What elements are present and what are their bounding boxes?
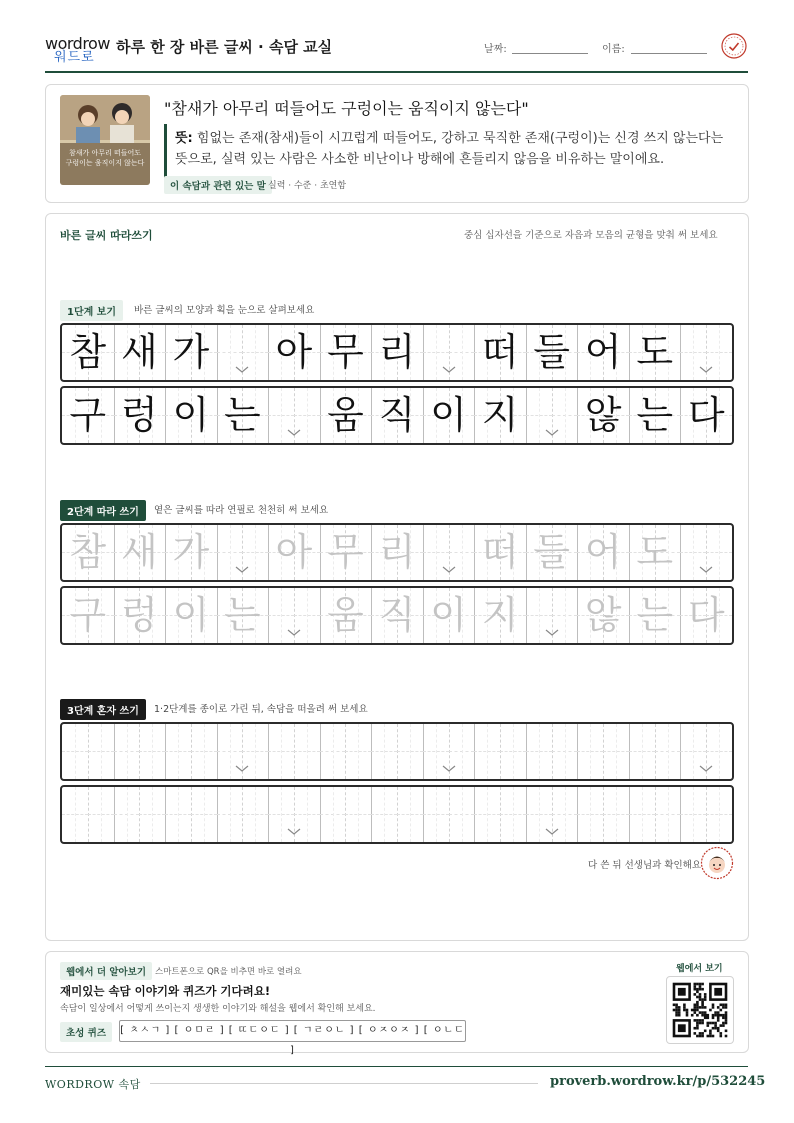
step2-row-2[interactable] — [60, 586, 734, 645]
grid-guide — [474, 787, 501, 842]
grid-cell[interactable] — [268, 525, 321, 580]
practice-char: 리 — [378, 530, 416, 574]
grid-cell — [577, 325, 630, 380]
proverb-meaning — [175, 128, 735, 170]
grid-cell[interactable] — [423, 525, 476, 580]
step3-badge: 3단계 혼자 쓰기 — [60, 699, 146, 720]
step3-row-2[interactable] — [60, 785, 734, 844]
practice-char: 직 — [378, 593, 416, 637]
grid-cell[interactable] — [526, 787, 579, 842]
grid-cell[interactable] — [474, 724, 527, 779]
book-title-line1: 참새가 아무리 떠들어도 — [68, 149, 142, 157]
grid-cell[interactable] — [474, 588, 527, 643]
wordrow-logo[interactable] — [45, 32, 110, 65]
chosung-quiz: [ ㅊㅅㄱ ] [ ㅇㅁㄹ ] [ ㄸㄷㅇㄷ ] [ ㄱㄹㅇㄴ ] [ ㅇㅈㅇㅈ ] [ ㅇㄴㄷ ] — [119, 1020, 466, 1042]
quiz-label: 초성 퀴즈 — [60, 1022, 112, 1042]
grid-cell[interactable] — [114, 787, 167, 842]
step1-badge: 1단계 보기 — [60, 300, 123, 321]
grid-guide — [371, 787, 398, 842]
related-words-tag: 이 속담과 관련 있는 말 — [164, 176, 272, 194]
practice-char: 떠 — [481, 530, 519, 574]
grid-cell[interactable] — [526, 525, 579, 580]
grid-guide — [242, 787, 268, 842]
grid-guide — [294, 724, 320, 779]
grid-cell[interactable] — [217, 588, 270, 643]
grid-cell[interactable] — [62, 588, 115, 643]
grid-guide — [345, 724, 371, 779]
grid-guide — [191, 787, 217, 842]
grid-cell[interactable] — [217, 724, 270, 779]
grid-cell[interactable] — [217, 787, 270, 842]
step2-row-1[interactable] — [60, 523, 734, 582]
space-mark-icon — [545, 429, 559, 437]
grid-cell[interactable] — [268, 724, 321, 779]
grid-guide — [320, 787, 347, 842]
space-mark-icon — [442, 765, 456, 773]
qr-code-icon — [667, 977, 733, 1043]
web-more-tag: 웹에서 더 알아보기 — [60, 962, 152, 980]
grid-cell — [217, 388, 270, 443]
grid-cell — [62, 325, 115, 380]
step1-row-2 — [60, 386, 734, 445]
footer-brand: WORDROW 속담 — [45, 1078, 141, 1091]
grid-cell[interactable] — [165, 588, 218, 643]
grid-guide — [345, 787, 371, 842]
practice-char: 이 — [172, 593, 210, 637]
practice-char: 도 — [636, 330, 674, 374]
grid-guide — [500, 787, 526, 842]
grid-cell[interactable] — [577, 588, 630, 643]
grid-guide — [577, 724, 604, 779]
practice-char: 가 — [172, 330, 210, 374]
grid-guide — [629, 787, 656, 842]
grid-cell[interactable] — [371, 525, 424, 580]
grid-cell — [629, 325, 682, 380]
teacher-check-note: 다 쓴 뒤 선생님과 확인해요 — [588, 860, 702, 871]
step3-row-1[interactable] — [60, 722, 734, 781]
grid-cell — [165, 388, 218, 443]
grid-guide — [655, 787, 681, 842]
grid-guide — [552, 724, 578, 779]
grid-cell[interactable] — [577, 525, 630, 580]
space-mark-icon — [235, 566, 249, 574]
practice-char: 참 — [69, 330, 107, 374]
grid-cell — [371, 388, 424, 443]
practice-char: 무 — [327, 530, 364, 574]
grid-guide — [62, 787, 89, 842]
grid-cell — [268, 388, 321, 443]
grid-cell[interactable] — [165, 787, 218, 842]
practice-hint: 중심 십자선을 기준으로 자음과 모음의 균형을 맞춰 써 보세요 — [464, 230, 718, 241]
grid-cell[interactable] — [680, 787, 732, 842]
grid-cell[interactable] — [165, 525, 218, 580]
grid-guide — [474, 724, 501, 779]
grid-cell[interactable] — [423, 588, 476, 643]
meaning-label: 뜻: — [175, 131, 193, 146]
grid-cell[interactable] — [268, 588, 321, 643]
grid-cell — [577, 388, 630, 443]
grid-cell[interactable] — [62, 787, 115, 842]
practice-char: 들 — [533, 330, 570, 374]
practice-char: 는 — [636, 393, 674, 437]
practice-char: 이 — [430, 393, 467, 437]
footer-line — [150, 1083, 538, 1084]
footer-divider — [45, 1066, 748, 1067]
practice-char: 직 — [378, 393, 416, 437]
practice-char: 참 — [69, 530, 107, 574]
practice-char: 는 — [224, 593, 261, 637]
grid-cell — [680, 325, 732, 380]
grid-cell — [165, 325, 218, 380]
grid-cell[interactable] — [629, 787, 682, 842]
grid-cell[interactable] — [114, 588, 167, 643]
practice-char: 들 — [533, 530, 570, 574]
grid-cell[interactable] — [629, 724, 682, 779]
practice-title: 바른 글씨 따라쓰기 — [60, 229, 153, 242]
grid-guide — [603, 724, 629, 779]
grid-guide — [680, 787, 707, 842]
grid-guide — [114, 787, 141, 842]
qr-label: 웹에서 보기 — [676, 964, 723, 974]
logo-wordmark: wordrow — [45, 34, 110, 53]
space-mark-icon — [442, 366, 456, 374]
grid-guide — [397, 724, 423, 779]
grid-guide — [577, 787, 604, 842]
grid-cell[interactable] — [423, 787, 476, 842]
grid-cell — [526, 325, 579, 380]
practice-char: 다 — [687, 593, 725, 637]
grid-guide — [603, 787, 629, 842]
practice-char: 렁 — [120, 593, 158, 637]
grid-cell[interactable] — [680, 724, 732, 779]
grid-cell[interactable] — [320, 525, 373, 580]
practice-char: 떠 — [481, 330, 519, 374]
proverb-title: "참새가 아무리 떠들어도 구렁이는 움직이지 않는다" — [164, 99, 529, 118]
grid-cell[interactable] — [268, 787, 321, 842]
grid-cell[interactable] — [114, 525, 167, 580]
practice-char: 않 — [584, 393, 622, 437]
grid-cell[interactable] — [629, 588, 682, 643]
grid-guide — [114, 724, 141, 779]
grid-guide — [62, 724, 89, 779]
grid-guide — [268, 724, 295, 779]
step1-row-1 — [60, 323, 734, 382]
grid-cell — [320, 388, 373, 443]
practice-char: 움 — [327, 593, 364, 637]
grid-guide — [165, 724, 192, 779]
grid-guide — [706, 787, 732, 842]
space-mark-icon — [287, 629, 301, 637]
practice-char: 움 — [327, 393, 364, 437]
space-mark-icon — [699, 366, 713, 374]
grid-guide — [629, 724, 656, 779]
web-more-sub: 스마트폰으로 QR을 비추면 바로 열려요 — [155, 967, 302, 977]
related-words: 실력 · 수준 · 초연함 — [268, 181, 347, 191]
grid-guide — [320, 724, 347, 779]
grid-cell — [62, 388, 115, 443]
practice-char: 어 — [584, 530, 622, 574]
grid-cell — [629, 388, 682, 443]
space-mark-icon — [235, 366, 249, 374]
grid-cell[interactable] — [371, 724, 424, 779]
space-mark-icon — [699, 765, 713, 773]
practice-char: 구 — [69, 593, 107, 637]
practice-char: 이 — [430, 593, 467, 637]
space-mark-icon — [235, 765, 249, 773]
grid-cell[interactable] — [320, 724, 373, 779]
step2-desc: 옅은 글씨를 따라 연필로 천천히 써 보세요 — [154, 505, 329, 516]
grid-guide — [88, 724, 114, 779]
meaning-text: 힘없는 존재(참새)들이 시끄럽게 떠들어도, 강하고 묵직한 존재(구렁이)는 신경 쓰지 않는다는 뜻으로, 실력 있는 사람은 사소한 비난이나 방해에 흔들리지 않음을 비유하는 말이에요. — [175, 131, 724, 167]
book-title-line2: 구렁이는 움직이지 않는다 — [65, 159, 145, 167]
grid-cell[interactable] — [526, 724, 579, 779]
grid-cell[interactable] — [62, 525, 115, 580]
name-label: 이름: — [602, 44, 625, 55]
grid-cell — [526, 388, 579, 443]
check-stamp-icon — [721, 33, 747, 59]
grid-cell[interactable] — [629, 525, 682, 580]
grid-guide — [165, 787, 192, 842]
grid-cell[interactable] — [165, 724, 218, 779]
practice-char: 지 — [481, 393, 519, 437]
grid-cell[interactable] — [320, 787, 373, 842]
practice-char: 리 — [378, 330, 416, 374]
grid-cell — [114, 388, 167, 443]
practice-char: 지 — [481, 593, 519, 637]
grid-guide — [526, 724, 553, 779]
footer-url[interactable]: proverb.wordrow.kr/p/532245 — [550, 1074, 766, 1089]
step1-desc: 바른 글씨의 모양과 획을 눈으로 살펴보세요 — [134, 305, 315, 316]
page-title: 하루 한 장 바른 글씨 · 속담 교실 — [116, 38, 333, 56]
header-divider — [45, 71, 748, 73]
grid-guide — [371, 724, 398, 779]
practice-char: 다 — [687, 393, 725, 437]
grid-guide — [423, 787, 450, 842]
web-headline: 재미있는 속담 이야기와 퀴즈가 기다려요! — [60, 984, 271, 998]
grid-cell[interactable] — [371, 588, 424, 643]
grid-cell[interactable] — [680, 588, 732, 643]
grid-guide — [655, 724, 681, 779]
grid-cell — [114, 325, 167, 380]
practice-char: 구 — [69, 393, 107, 437]
grid-cell — [474, 388, 527, 443]
space-mark-icon — [545, 629, 559, 637]
practice-char: 무 — [327, 330, 364, 374]
grid-guide — [139, 724, 165, 779]
grid-guide — [139, 787, 165, 842]
practice-char: 새 — [120, 330, 158, 374]
practice-char: 아 — [275, 530, 313, 574]
grid-cell — [423, 325, 476, 380]
practice-char: 이 — [172, 393, 210, 437]
grid-guide — [397, 787, 423, 842]
practice-char: 가 — [172, 530, 210, 574]
grid-cell — [320, 325, 373, 380]
grid-cell[interactable] — [217, 525, 270, 580]
book-cover-illustration — [60, 95, 150, 185]
qr-code[interactable] — [666, 976, 734, 1044]
practice-char: 새 — [120, 530, 158, 574]
grid-cell[interactable] — [577, 724, 630, 779]
grid-cell[interactable] — [474, 787, 527, 842]
grid-guide — [217, 787, 244, 842]
grid-cell — [423, 388, 476, 443]
practice-char: 도 — [636, 530, 674, 574]
date-field[interactable] — [512, 53, 588, 54]
grid-cell — [268, 325, 321, 380]
grid-cell[interactable] — [680, 525, 732, 580]
grid-cell — [680, 388, 732, 443]
grid-guide — [191, 724, 217, 779]
grid-cell — [474, 325, 527, 380]
grid-cell — [371, 325, 424, 380]
practice-char: 아 — [275, 330, 313, 374]
grid-guide — [449, 787, 475, 842]
logo-korean: 워드로 — [54, 50, 95, 65]
space-mark-icon — [545, 828, 559, 836]
practice-char: 렁 — [120, 393, 158, 437]
grid-cell[interactable] — [474, 525, 527, 580]
practice-char: 는 — [224, 393, 261, 437]
practice-char: 않 — [584, 593, 622, 637]
step2-badge: 2단계 따라 쓰기 — [60, 500, 146, 521]
practice-char: 는 — [636, 593, 674, 637]
grid-cell[interactable] — [423, 724, 476, 779]
step3-desc: 1·2단계를 종이로 가린 뒤, 속담을 떠올려 써 보세요 — [154, 704, 368, 715]
grid-cell[interactable] — [62, 724, 115, 779]
grid-guide — [88, 787, 114, 842]
grid-cell — [217, 325, 270, 380]
space-mark-icon — [442, 566, 456, 574]
date-label: 날짜: — [484, 44, 507, 55]
name-field[interactable] — [631, 53, 707, 54]
grid-cell[interactable] — [371, 787, 424, 842]
grid-cell[interactable] — [320, 588, 373, 643]
teacher-stamp-icon — [700, 846, 734, 880]
practice-char: 어 — [584, 330, 622, 374]
space-mark-icon — [699, 566, 713, 574]
grid-cell[interactable] — [114, 724, 167, 779]
space-mark-icon — [287, 429, 301, 437]
web-description: 속담이 일상에서 어떻게 쓰이는지 생생한 이야기와 해설을 웹에서 확인해 보세요. — [60, 1004, 376, 1014]
grid-cell[interactable] — [577, 787, 630, 842]
grid-guide — [500, 724, 526, 779]
grid-cell[interactable] — [526, 588, 579, 643]
space-mark-icon — [287, 828, 301, 836]
